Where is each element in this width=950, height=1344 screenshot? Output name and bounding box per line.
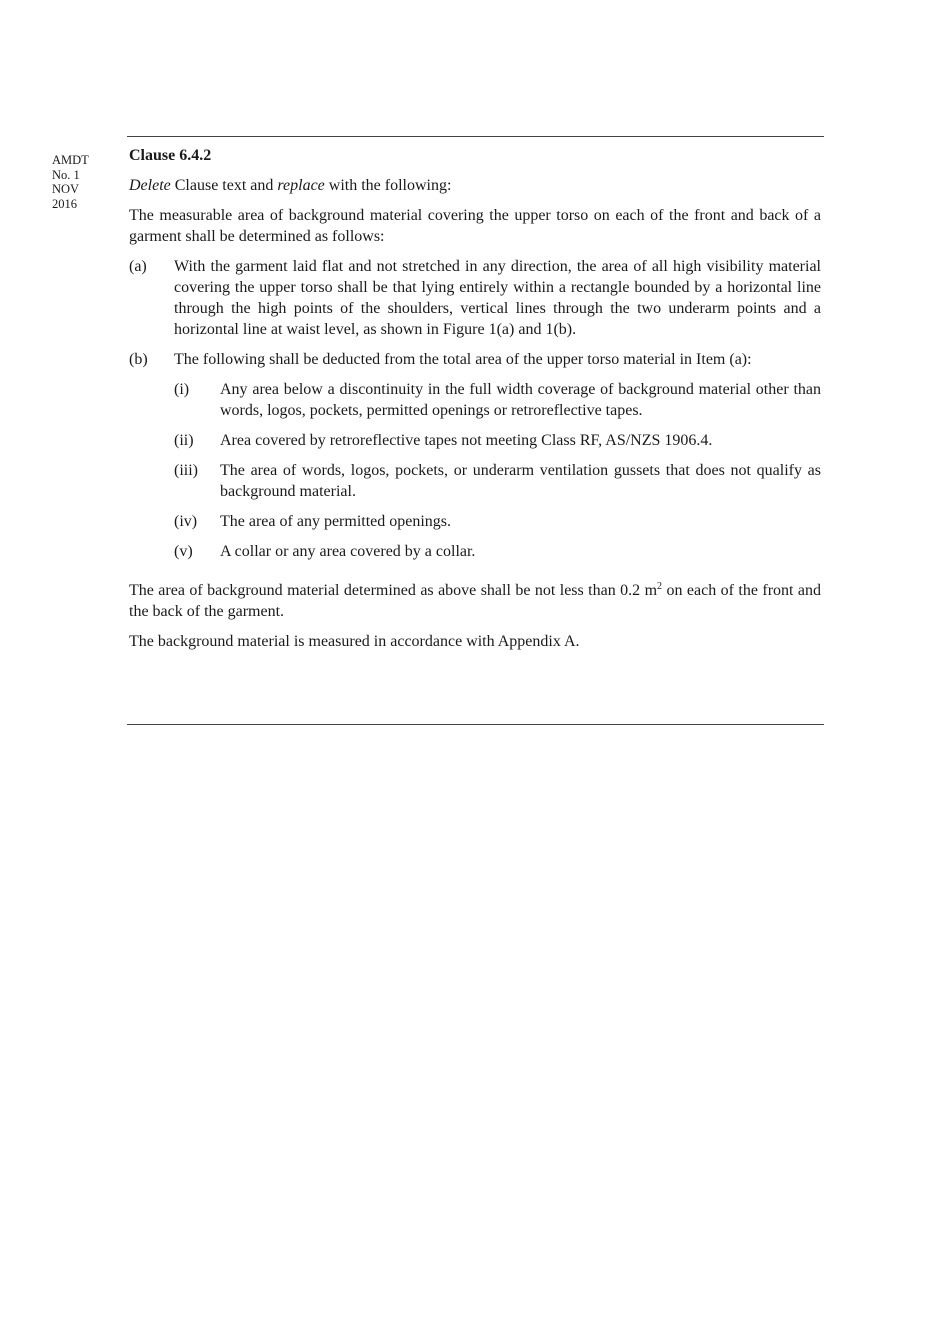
item-body <box>174 349 821 571</box>
item-label: (b) <box>129 351 148 368</box>
list-item-a <box>129 256 821 340</box>
amendment-line: 2016 <box>52 196 77 211</box>
area-superscript: 2 <box>657 581 663 592</box>
sub-item-label: (iii) <box>174 462 198 479</box>
intro-paragraph: The measurable area of background material covering the upper torso on each of the front and back of a garment shall be determined as follows: <box>129 207 821 245</box>
bottom-rule <box>127 724 824 725</box>
sub-item-label: (ii) <box>174 432 194 449</box>
amendment-line: AMDT <box>52 153 89 167</box>
sub-item-iv <box>174 511 821 532</box>
sub-item-label: (i) <box>174 381 190 398</box>
item-text: The following shall be deducted from the total area of the upper torso material in Item (a): <box>174 351 752 368</box>
amendment-line: NOV <box>52 182 80 196</box>
list-item-b <box>129 349 821 571</box>
area-statement <box>129 580 821 622</box>
sub-item-text: The area of any permitted openings. <box>220 513 452 530</box>
sub-item-label: (iv) <box>174 513 198 530</box>
closing-paragraph: The background material is measured in accordance with Appendix A. <box>129 633 580 650</box>
instruction-middle: Clause text and <box>170 177 278 194</box>
top-rule <box>127 136 824 137</box>
amendment-instruction <box>129 175 821 196</box>
clause-title: Clause 6.4.2 <box>129 147 212 164</box>
area-statement-before: The area of background material determined as above shall be not less than 0.2 m <box>129 582 658 599</box>
sub-item-text: The area of words, logos, pockets, or underarm ventilation gussets that does not qualify as background material. <box>220 462 821 500</box>
sub-item-label: (v) <box>174 543 193 560</box>
amendment-margin-note <box>52 153 112 211</box>
sub-item-v <box>174 541 821 562</box>
sub-item-text: A collar or any area covered by a collar. <box>220 543 476 560</box>
clause-content <box>129 145 821 661</box>
amendment-line: No. 1 <box>52 167 80 182</box>
delete-word: Delete <box>129 177 171 194</box>
sub-item-iii <box>174 460 821 502</box>
sub-item-ii <box>174 430 821 451</box>
area-statement-after: on each of the front and the back of the garment. <box>129 582 821 620</box>
instruction-end: with the following: <box>324 177 452 194</box>
sub-item-text: Any area below a discontinuity in the full width coverage of background material other than words, logos, pockets, permitted openings or retroreflective tapes. <box>220 381 821 419</box>
sub-item-i <box>174 379 821 421</box>
item-label: (a) <box>129 258 147 275</box>
sub-item-text: Area covered by retroreflective tapes not meeting Class RF, AS/NZS 1906.4. <box>220 432 713 449</box>
item-text: With the garment laid flat and not stretched in any direction, the area of all high visibility material covering the upper torso shall be that lying entirely within a rectangle bounded by a horizontal line through the high points of the shoulders, vertical lines through the two underarm points and a horizontal line at waist level, as shown in Figure 1(a) and 1(b). <box>174 258 821 338</box>
replace-word: replace <box>277 177 325 194</box>
